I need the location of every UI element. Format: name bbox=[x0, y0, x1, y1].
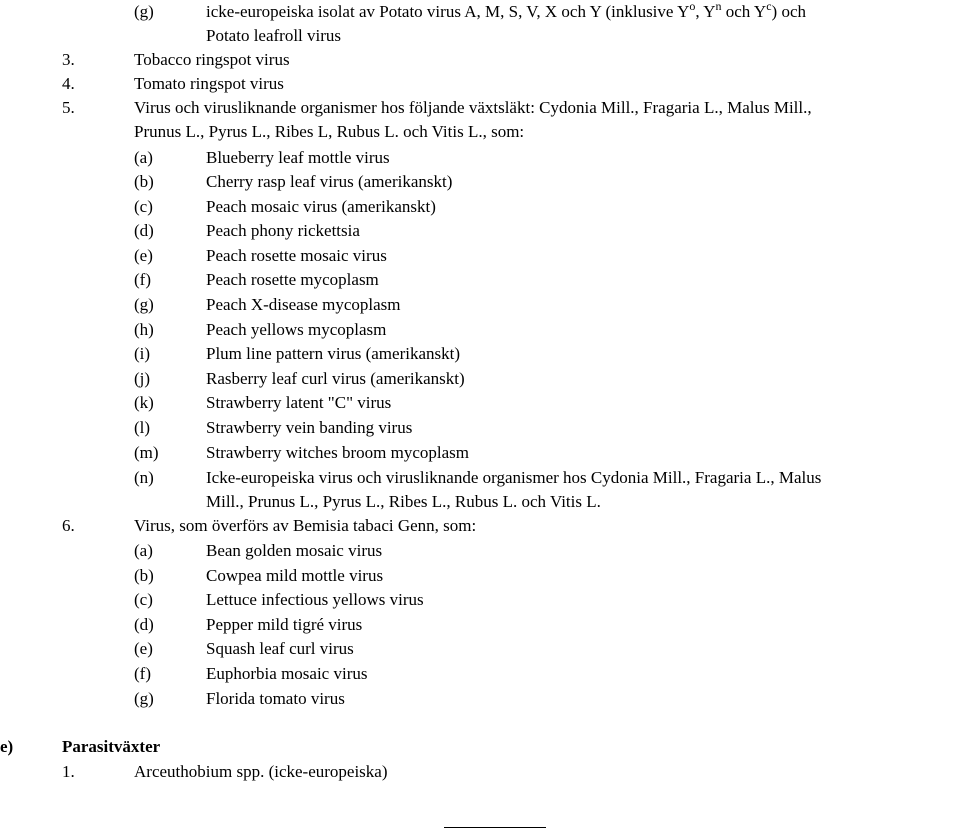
sub-marker: (b) bbox=[134, 172, 154, 191]
item-text: Tomato ringspot virus bbox=[134, 74, 284, 93]
sub-item-text: Rasberry leaf curl virus (amerikanskt) bbox=[206, 369, 465, 388]
sub-item-text: Plum line pattern virus (amerikanskt) bbox=[206, 344, 460, 363]
item-text-continued: Prunus L., Pyrus L., Ribes L, Rubus L. och Vitis L., som: bbox=[134, 122, 525, 141]
text-segment: , Y bbox=[695, 2, 716, 21]
sub-item-text: Strawberry latent "C" virus bbox=[206, 393, 392, 412]
sub-marker: (c) bbox=[134, 197, 153, 216]
sub-marker: (g) bbox=[134, 689, 154, 708]
sub-marker: (m) bbox=[134, 443, 159, 462]
sub-item-text: Strawberry vein banding virus bbox=[206, 418, 413, 437]
list-item-text-continued: Potato leafroll virus bbox=[206, 26, 342, 45]
sub-item-text: Icke-europeiska virus och virusliknande organismer hos Cydonia Mill., Fragaria L., Malus bbox=[206, 468, 822, 487]
sub-marker: (f) bbox=[134, 664, 151, 683]
sub-marker: (i) bbox=[134, 344, 151, 363]
superscript: c bbox=[766, 0, 772, 13]
section-marker: e) bbox=[0, 737, 14, 756]
sub-marker: (f) bbox=[134, 270, 151, 289]
sub-item-text: Lettuce infectious yellows virus bbox=[206, 590, 424, 609]
section-heading: Parasitväxter bbox=[62, 737, 161, 756]
sub-marker: (j) bbox=[134, 369, 151, 388]
sub-item-text: Squash leaf curl virus bbox=[206, 639, 354, 658]
sub-item-text: Pepper mild tigré virus bbox=[206, 615, 363, 634]
item-number: 4. bbox=[62, 74, 75, 93]
item-text: Arceuthobium spp. (icke-europeiska) bbox=[134, 762, 388, 781]
sub-item-text: Peach phony rickettsia bbox=[206, 221, 360, 240]
footnote-separator-line bbox=[444, 827, 546, 828]
item-text: Virus och virusliknande organismer hos följande växtsläkt: Cydonia Mill., Fragaria L., Malus Mill., bbox=[134, 98, 812, 117]
item-number: 5. bbox=[62, 98, 75, 117]
text-segment: icke-europeiska isolat av Potato virus A, M, S, V, X och Y (inklusive Y bbox=[206, 2, 690, 21]
sub-marker: (a) bbox=[134, 148, 153, 167]
sub-marker: (e) bbox=[134, 246, 153, 265]
list-item-text bbox=[206, 0, 806, 25]
sub-marker: (e) bbox=[134, 639, 153, 658]
sub-item-text: Peach X-disease mycoplasm bbox=[206, 295, 401, 314]
sub-marker: (c) bbox=[134, 590, 153, 609]
sub-item-text: Peach rosette mosaic virus bbox=[206, 246, 387, 265]
superscript: n bbox=[715, 0, 722, 13]
sub-marker: (n) bbox=[134, 468, 154, 487]
list-marker: (g) bbox=[134, 2, 154, 21]
sub-item-text: Cherry rasp leaf virus (amerikanskt) bbox=[206, 172, 453, 191]
sub-marker: (d) bbox=[134, 615, 154, 634]
sub-item-text: Florida tomato virus bbox=[206, 689, 345, 708]
sub-item-text: Strawberry witches broom mycoplasm bbox=[206, 443, 469, 462]
sub-marker: (h) bbox=[134, 320, 154, 339]
sub-item-text: Peach mosaic virus (amerikanskt) bbox=[206, 197, 436, 216]
item-text: Virus, som överförs av Bemisia tabaci Genn, som: bbox=[134, 516, 477, 535]
item-text: Tobacco ringspot virus bbox=[134, 50, 290, 69]
sub-marker: (k) bbox=[134, 393, 154, 412]
sub-marker: (g) bbox=[134, 295, 154, 314]
superscript: o bbox=[689, 0, 696, 13]
sub-marker: (d) bbox=[134, 221, 154, 240]
sub-item-text: Blueberry leaf mottle virus bbox=[206, 148, 390, 167]
sub-item-text: Peach yellows mycoplasm bbox=[206, 320, 387, 339]
sub-item-text: Euphorbia mosaic virus bbox=[206, 664, 368, 683]
sub-item-text: Bean golden mosaic virus bbox=[206, 541, 383, 560]
item-number: 6. bbox=[62, 516, 75, 535]
text-segment: och Y bbox=[721, 2, 767, 21]
sub-item-text: Peach rosette mycoplasm bbox=[206, 270, 379, 289]
item-number: 3. bbox=[62, 50, 75, 69]
sub-marker: (a) bbox=[134, 541, 153, 560]
sub-marker: (l) bbox=[134, 418, 151, 437]
item-number: 1. bbox=[62, 762, 75, 781]
sub-item-text-continued: Mill., Prunus L., Pyrus L., Ribes L., Rubus L. och Vitis L. bbox=[206, 492, 601, 511]
sub-item-text: Cowpea mild mottle virus bbox=[206, 566, 384, 585]
sub-marker: (b) bbox=[134, 566, 154, 585]
text-segment: ) och bbox=[771, 2, 807, 21]
